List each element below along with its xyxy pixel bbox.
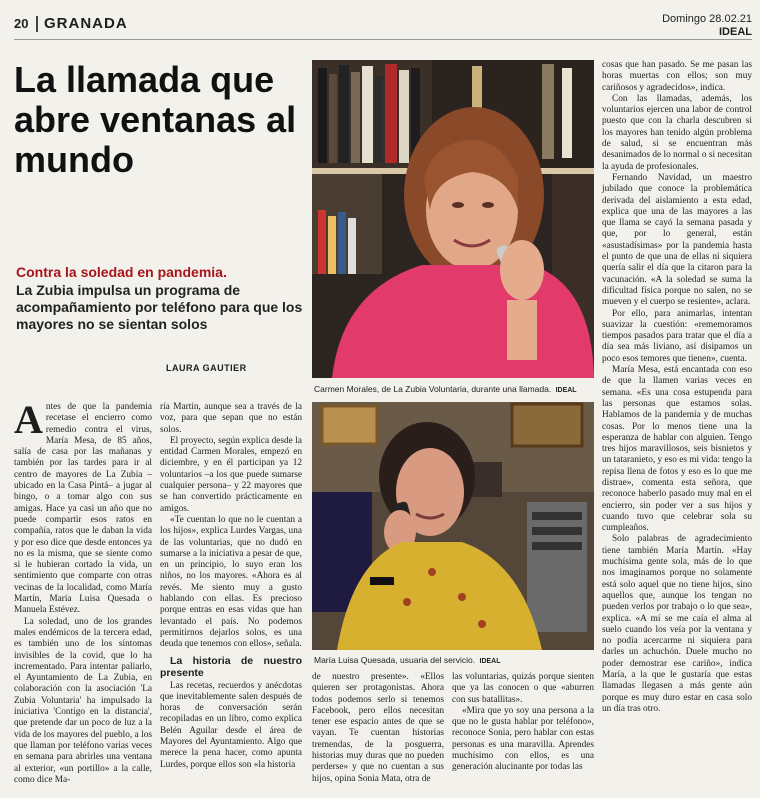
section-name: GRANADA [44, 15, 128, 32]
photo2-credit: IDEAL [479, 658, 501, 665]
paragraph: las voluntarias, quizás porque sienten que ya las conocen o que «aburren con sus batallitas». [452, 672, 594, 705]
dek: La Zubia impulsa un programa de acompañamiento por teléfono para que los mayores no se sientan solos [16, 282, 303, 332]
photo1-caption [314, 384, 577, 394]
photo2-caption-text: María Luisa Quesada, usuaria del servicio. [314, 655, 476, 665]
photo1-credit: IDEAL [555, 387, 577, 394]
headline: La llamada que abre ventanas al mundo [14, 59, 297, 180]
issue-date: Domingo 28.02.21 [662, 13, 752, 25]
photo1-caption-text: Carmen Morales, de La Zubia Voluntaria, durante una llamada. [314, 384, 552, 394]
article-column-2 [160, 402, 302, 771]
photo2-caption [314, 655, 501, 665]
paragraph: La soledad, uno de los grandes males endémicos de la tercera edad, es también uno de los síntomas invisibles de la covid, que lo ha incrementado. Para intentar paliarlo, el Ayuntamiento de La Zubia, en colaboración con la asociación 'La Zubia Voluntaria' ha impulsado la iniciativa 'Contigo en la distancia', que pretende dar un poco de luz a la vida de los mayores del pueblo, a los que llaman por teléfono varias veces en semana para abrirles una ventana al exterior, «un portillo» a la calle, como dice Ma- [14, 616, 152, 785]
page-header [14, 10, 752, 40]
paragraph: «Mira que yo soy una persona a la que no le gusta hablar por teléfono», reconoce Sonia, pero hablar con estas personas es una maravilla. Aprendes muchísimo con ellos, es una generación alucinante por todas las [452, 705, 594, 773]
header-divider [36, 16, 38, 32]
byline: LAURA GAUTIER [166, 363, 247, 373]
paragraph: de nuestro presente». «Ellos quieren ser protagonistas. Ahora todos podemos serlo si tenemos Facebook, pero ellos necesitan tener ese espacio antes de que se vayan. Te cuentan historias tremendas, de la posguerra, historias muy duras que no pueden perderse» y que no cuentan a sus hijos, opina Sonia Mata, otra de [312, 672, 444, 784]
paragraph: Solo palabras de agradecimiento tiene también María Martín. «Hay muchísima gente sola, más de lo que nos imaginamos porque no solamente está solo aquel que no tiene hijos, sino aquellos que, aunque los tengan no pueden verlos por trabajo o lo que sea», explica. «A mí se me caía el alma al suelo cuando los veía por la ventana y no podía acercarme ni siquiera para darles un achuchón. Duele mucho no poder demostrar ese cariño», indica María, a la que le gustaría que estas llamadas llegasen a más gente aún porque es muy duro estar en casa solo un día tras otro. [602, 534, 752, 714]
paragraph: Por ello, para animarlas, intentan suavizar la cuestión: «rememoramos tiempos pasados para tratar que el día a día sea más liviano, así disipamos un poco esos temores que tienen», cuenta. [602, 308, 752, 364]
paragraph: Con las llamadas, además, los voluntarios ejercen una labor de control puesto que con la charla descubren si los mayores han tenido algún problema de salud, si se encuentran más desanimados de lo normal o si necesitan la ayuda de profesionales. [602, 93, 752, 172]
paragraph: ntes de que la pandemia recetase el encierro como remedio contra el virus, María Mesa, de 85 años, salía de casa por las mañanas y también por las tardes para ir al centro de mayores de La Zubia –ubicado en la Casa Pintá– a jugar al bingo, o a tomar algo con sus amigas. Hace ya casi un año que no puede compartir esos ratos en compañía, ratos que le daban la vida y por eso dice que desde entonces ya no es la misma, que se siente como si le hubieran cortado la vida, un sentimiento que comparte con otras vecinas de la localidad, como María Martín, María Luisa Quesada o Manuela Estévez. [14, 402, 152, 616]
paragraph: María Mesa, está encantada con eso de que la llamen varias veces en semana. «Es una cosa estupenda para las personas que estamos solas. Hablamos de la pandemia y de muchas cosas. Por lo menos tiene una la esperanza de hablar con alguien. Tengo tres hijos maravillosos, seis bisnietos y un tataranieto, y eso es mi vida: tengo la repisa llena de fotos y eso es lo que me distrae», comenta esta señora, que reconoce haberlo pasado muy mal en el encierro, sin poder ver a sus hijos y cuando tuvo que celebrar sola su cumpleaños. [602, 365, 752, 534]
article-column-3 [312, 672, 444, 785]
paragraph: Las recetas, recuerdos y anécdotas que inevitablemente salen después de horas de conversación serán recopiladas en un libro, como explica Belén Aguilar desde el área de Mayores del Ayuntamiento. Algo que merece la pena hacer, como apunta Lurdes, porque ellos son «la historia [160, 680, 302, 770]
photo-senior-on-phone [312, 402, 594, 650]
paragraph: Fernando Navidad, un maestro jubilado que conoce la problemática derivada del aislamiento a esta edad, explica que una de las mayores a las que llama se cayó la semana pasada y que, por lo general, están «asustadísimas» por la pandemia hasta el punto de que una de ellas ni siquiera quería salir el día que la citaron para la vacunación. «A la soledad se suma la dificultad física porque no salen, no se mueven y el cuerpo se resiente», aclara. [602, 172, 752, 308]
publication-name: IDEAL [719, 26, 752, 38]
paragraph: El proyecto, según explica desde la entidad Carmen Morales, empezó en diciembre, y en él participan ya 12 voluntarios –a los que puede sumarse cualquier persona– y 22 mayores que se han convertido prácticamente en amigos. [160, 435, 302, 514]
paragraph: ría Martín, aunque sea a través de la voz, para que sepan que no están solos. [160, 402, 302, 435]
page-number: 20 [14, 16, 29, 31]
drop-cap: A [14, 397, 43, 442]
photo-volunteer-on-phone [312, 60, 594, 378]
article-column-5 [602, 60, 752, 715]
dek-kicker: Contra la soledad en pandemia. [16, 264, 227, 280]
subheading: La historia de nuestro presente [160, 654, 302, 679]
article-column-4 [452, 672, 594, 774]
article-column-1 [14, 397, 152, 786]
paragraph: cosas que han pasado. Se me pasan las horas muertas con ellos; son muy cariñosos y agradecidos», indica. [602, 60, 752, 93]
paragraph: «Te cuentan lo que no le cuentan a los hijos», explica Lurdes Vargas, una de las voluntarias, que no dudó en sumarse a la iniciativa a pesar de que, en un principio, lo suyo eran los niños, no los mayores. «Ahora es al revés. Me siento muy a gusto hablando con ellas. Es precioso porque entras en esas vidas que han levantado el país. No podemos permitirnos dejarlos solos, es una deuda que tenemos con ellos», señala. [160, 514, 302, 650]
